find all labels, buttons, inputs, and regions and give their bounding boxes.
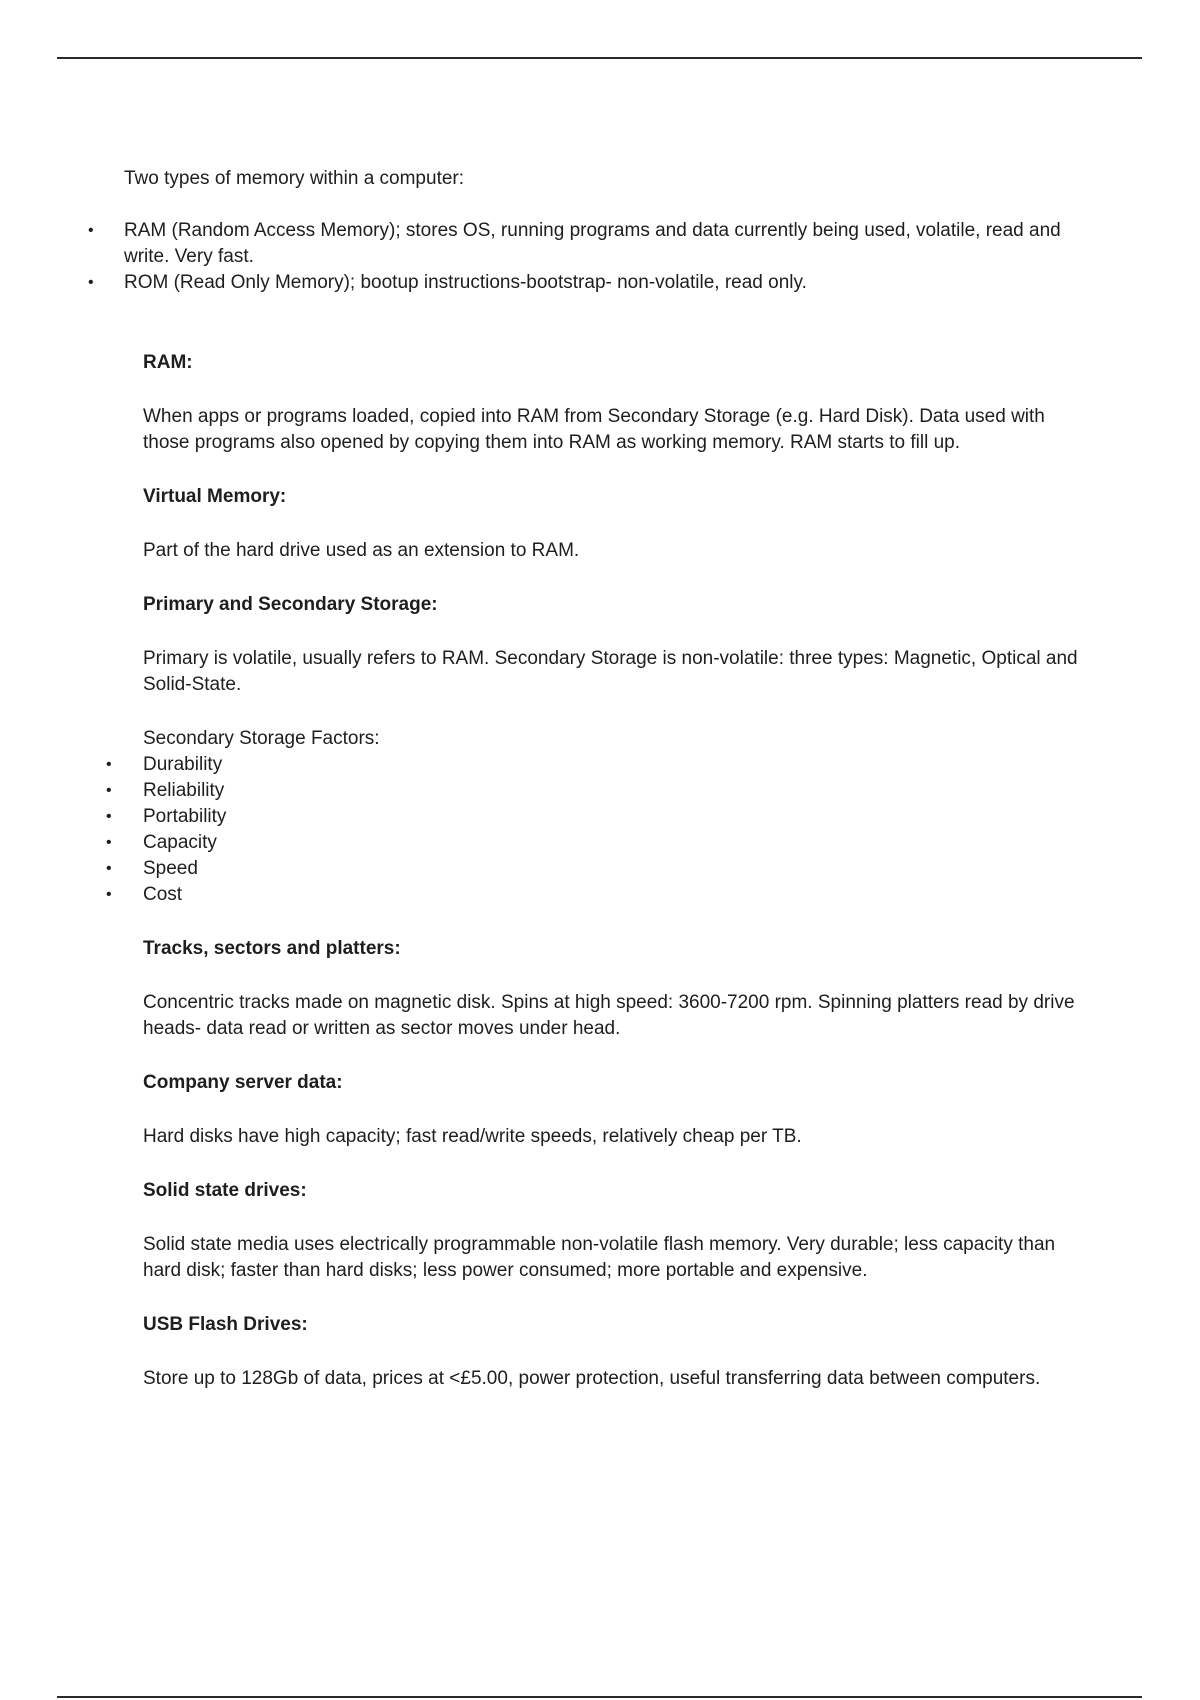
ssd-body: Solid state media uses electrically programmable non-volatile flash memory. Very durable; less capacity than hard disk; faster than hard disks; less power consumed; more portable and expensive.	[143, 1234, 1056, 1281]
list-item	[0, 778, 1200, 804]
factors-label: Secondary Storage Factors:	[143, 728, 380, 749]
list-item	[0, 218, 1200, 270]
bullet-icon: •	[106, 782, 112, 799]
usb-body: Store up to 128Gb of data, prices at <£5.00, power protection, useful transferring data between computers.	[143, 1368, 1041, 1389]
document-body	[0, 166, 1200, 1392]
list-item	[0, 882, 1200, 908]
tracks-heading: Tracks, sectors and platters:	[143, 938, 401, 959]
list-item-text: Portability	[143, 806, 227, 827]
list-item-text: RAM (Random Access Memory); stores OS, running programs and data currently being used, volatile, read and write. Very fast.	[124, 220, 1061, 267]
primary-secondary-body: Primary is volatile, usually refers to RAM. Secondary Storage is non-volatile: three types: Magnetic, Optical and Solid-State.	[143, 648, 1078, 695]
list-item	[0, 270, 1200, 296]
bullet-icon: •	[106, 808, 112, 825]
list-item-text: Capacity	[143, 832, 217, 853]
tracks-body: Concentric tracks made on magnetic disk. Spins at high speed: 3600-7200 rpm. Spinning platters read by drive heads- data read or written as sector moves under head.	[143, 992, 1075, 1039]
bullet-icon: •	[88, 222, 94, 239]
virtual-memory-heading: Virtual Memory:	[143, 486, 287, 507]
bullet-icon: •	[106, 756, 112, 773]
footer-rule	[57, 1696, 1142, 1698]
list-item-text: Durability	[143, 754, 223, 775]
list-item	[0, 856, 1200, 882]
bullet-icon: •	[106, 860, 112, 877]
ram-body: When apps or programs loaded, copied into RAM from Secondary Storage (e.g. Hard Disk). Data used with those programs also opened by copying them into RAM as working memory. RAM starts to fill up.	[143, 406, 1045, 453]
company-heading: Company server data:	[143, 1072, 343, 1093]
bullet-icon: •	[106, 834, 112, 851]
list-item	[0, 804, 1200, 830]
list-item-text: Cost	[143, 884, 183, 905]
factors-list	[0, 752, 1200, 908]
list-item	[0, 752, 1200, 778]
list-item-text: Reliability	[143, 780, 225, 801]
memory-types-list	[0, 218, 1200, 296]
primary-secondary-heading: Primary and Secondary Storage:	[143, 594, 438, 615]
usb-heading: USB Flash Drives:	[143, 1314, 308, 1335]
list-item	[0, 830, 1200, 856]
intro-text: Two types of memory within a computer:	[124, 168, 465, 189]
ssd-heading: Solid state drives:	[143, 1180, 307, 1201]
bullet-icon: •	[106, 886, 112, 903]
virtual-memory-body: Part of the hard drive used as an extension to RAM.	[143, 540, 580, 561]
ram-heading: RAM:	[143, 352, 193, 373]
bullet-icon: •	[88, 274, 94, 291]
list-item-text: ROM (Read Only Memory); bootup instructions-bootstrap- non-volatile, read only.	[124, 272, 807, 293]
header-rule	[57, 57, 1142, 59]
company-body: Hard disks have high capacity; fast read/write speeds, relatively cheap per TB.	[143, 1126, 802, 1147]
list-item-text: Speed	[143, 858, 198, 879]
